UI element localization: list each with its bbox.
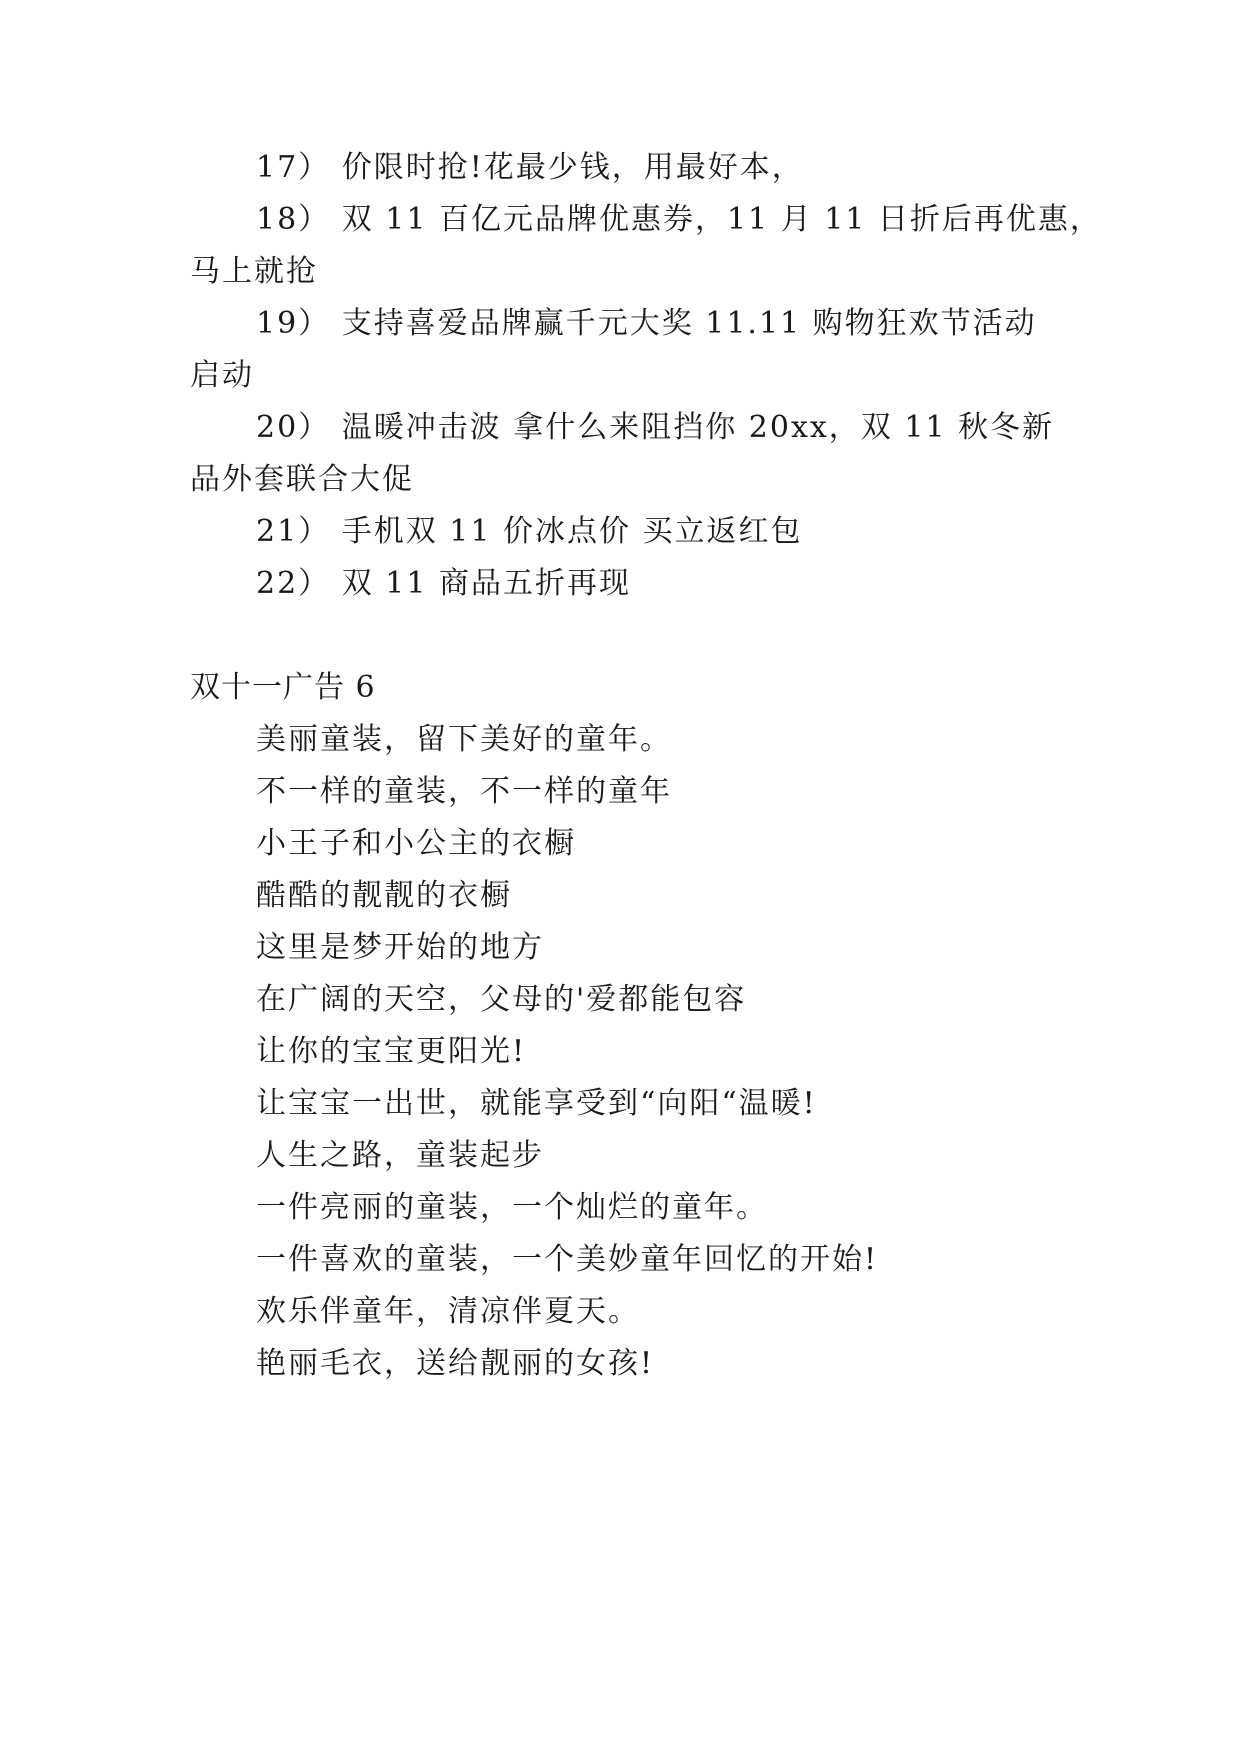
slogan-line: 这里是梦开始的地方 (256, 930, 544, 965)
slogan-line: 一件喜欢的童装，一个美妙童年回忆的开始! (256, 1242, 879, 1277)
list-item-18-continuation: 马上就抢 (190, 254, 318, 289)
slogan-line: 在广阔的天空，父母的'爱都能包容 (256, 982, 747, 1017)
list-item-21: 21） 手机双 11 价冰点价 买立返红包 (256, 514, 803, 549)
slogan-line: 不一样的童装，不一样的童年 (256, 774, 672, 809)
list-item-18: 18） 双 11 百亿元品牌优惠券，11 月 11 日折后再优惠， (256, 202, 1102, 237)
slogan-line: 让你的宝宝更阳光! (256, 1034, 527, 1069)
section-title: 双十一广告 6 (190, 670, 376, 705)
slogan-line: 人生之路，童装起步 (256, 1138, 544, 1173)
slogan-line: 艳丽毛衣，送给靓丽的女孩! (256, 1346, 655, 1381)
list-item-19: 19） 支持喜爱品牌赢千元大奖 11.11 购物狂欢节活动 (256, 306, 1037, 341)
slogan-line: 小王子和小公主的衣橱 (256, 826, 576, 861)
slogan-line: 酷酷的靓靓的衣橱 (256, 878, 512, 913)
slogan-line: 一件亮丽的童装，一个灿烂的童年。 (256, 1190, 768, 1225)
list-item-20: 20） 温暖冲击波 拿什么来阻挡你 20xx，双 11 秋冬新 (256, 410, 1055, 445)
slogan-line: 让宝宝一出世，就能享受到“向阳“温暖! (256, 1086, 817, 1121)
list-item-22: 22） 双 11 商品五折再现 (256, 566, 631, 601)
slogan-line: 美丽童装，留下美好的童年。 (256, 722, 672, 757)
list-item-17: 17） 价限时抢!花最少钱，用最好本， (256, 150, 804, 185)
list-item-20-continuation: 品外套联合大促 (190, 462, 414, 497)
list-item-19-continuation: 启动 (190, 358, 254, 393)
slogan-line: 欢乐伴童年，清凉伴夏天。 (256, 1294, 640, 1329)
